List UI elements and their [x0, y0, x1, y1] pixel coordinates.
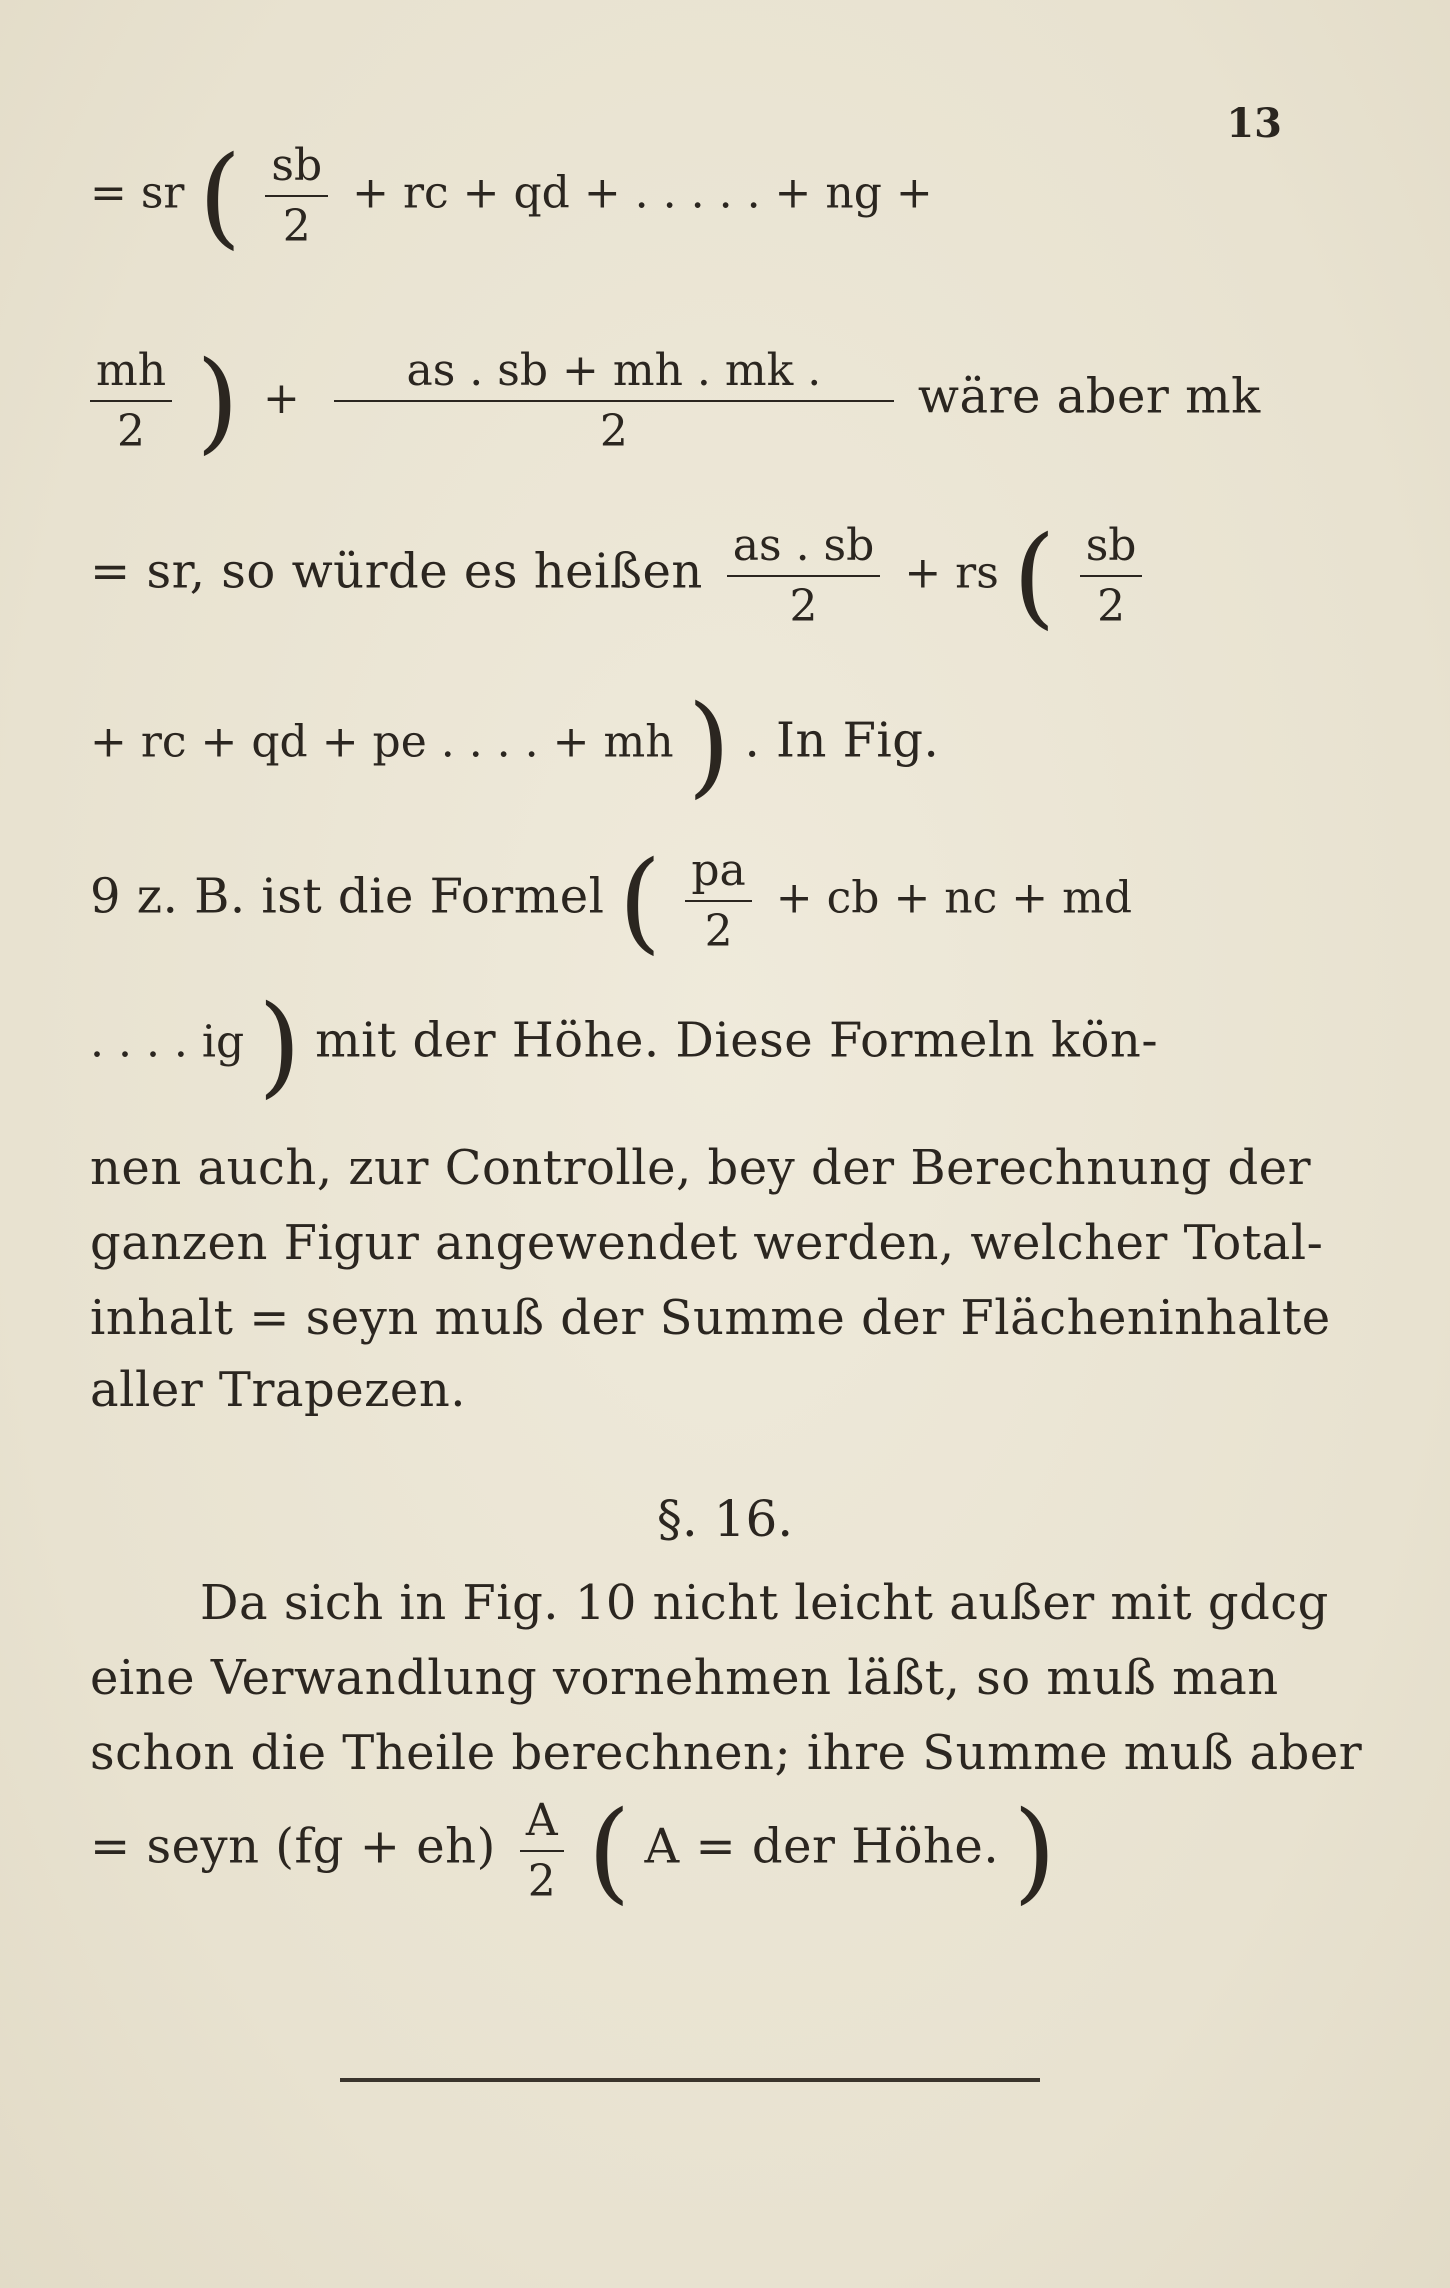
- close-paren: ): [196, 337, 239, 465]
- text-line: schon die Theile berechnen; ihre Summe muß aber: [90, 1725, 1363, 1781]
- fraction-bar: [520, 1850, 564, 1852]
- open-paren: (: [1012, 512, 1056, 640]
- fraction-bar: [727, 575, 881, 577]
- fraction-bar: [1080, 575, 1143, 577]
- fraction: [334, 345, 894, 457]
- page-number: 13: [1226, 100, 1282, 147]
- numerator: mh: [96, 345, 167, 396]
- fraction: [265, 140, 328, 252]
- text-line: ganzen Figur angewendet werden, welcher Total-: [90, 1215, 1324, 1271]
- text-line: eine Verwandlung vornehmen läßt, so muß man: [90, 1650, 1279, 1706]
- fraction: [520, 1795, 564, 1907]
- formula-tail: wäre aber mk: [917, 368, 1261, 425]
- paren-text: A = der Höhe.: [644, 1818, 1000, 1875]
- formula-prefix: = sr: [90, 167, 185, 219]
- denominator: 2: [527, 1856, 556, 1907]
- denominator: 2: [282, 201, 311, 252]
- formula-mid: + rs: [904, 547, 999, 599]
- fraction-bar: [685, 900, 751, 902]
- fraction: [685, 845, 751, 957]
- text-line: inhalt = seyn muß der Summe der Flächeninhalte: [90, 1290, 1331, 1346]
- numerator: sb: [271, 140, 323, 191]
- formula-line-4: [90, 681, 940, 809]
- numerator: A: [525, 1795, 558, 1846]
- fraction-bar: [90, 400, 172, 402]
- open-paren: (: [198, 132, 242, 260]
- fraction: [727, 520, 881, 632]
- fraction: [1080, 520, 1143, 632]
- text-line: Da sich in Fig. 10 nicht leicht außer mit gdcg: [200, 1575, 1329, 1631]
- formula-text: 9 z. B. ist die Formel: [90, 868, 605, 925]
- formula-terms: + rc + qd + pe . . . . + mh: [90, 716, 674, 768]
- formula-line-6: [90, 981, 1159, 1109]
- denominator: 2: [704, 906, 733, 957]
- open-paren: (: [618, 837, 662, 965]
- numerator: as . sb + mh . mk .: [406, 345, 822, 396]
- numerator: sb: [1085, 520, 1137, 571]
- denominator: 2: [789, 581, 818, 632]
- text-line: nen auch, zur Controlle, bey der Berechnung der: [90, 1140, 1312, 1196]
- formula-text: mit der Höhe. Diese Formeln kön-: [315, 1012, 1159, 1069]
- formula-terms: + cb + nc + md: [775, 872, 1133, 924]
- formula-prefix: = seyn (fg + eh): [90, 1818, 496, 1875]
- close-paren: ): [258, 981, 302, 1109]
- numerator: pa: [691, 845, 746, 896]
- formula-line-1: [90, 132, 933, 260]
- fraction-bar: [265, 195, 328, 197]
- close-paren: ): [687, 681, 731, 809]
- denominator: 2: [599, 406, 628, 457]
- formula-line-2: [90, 337, 1261, 465]
- denominator: 2: [117, 406, 146, 457]
- formula-line-last: [90, 1787, 1057, 1915]
- formula-terms: + rc + qd + . . . . . + ng +: [352, 167, 933, 219]
- formula-dots: . . . . ig: [90, 1016, 245, 1068]
- fraction: [90, 345, 172, 457]
- plus-sign: +: [262, 372, 300, 424]
- close-paren: ): [1013, 1787, 1057, 1915]
- numerator: as . sb: [732, 520, 875, 571]
- formula-tail: . In Fig.: [744, 712, 940, 769]
- fraction-bar: [334, 400, 894, 402]
- text-line: aller Trapezen.: [90, 1362, 467, 1418]
- divider-rule: [340, 2078, 1040, 2082]
- formula-line-3: [90, 512, 1152, 640]
- open-paren: (: [587, 1787, 631, 1915]
- formula-line-5: [90, 837, 1133, 965]
- formula-text: = sr, so würde es heißen: [90, 543, 703, 600]
- section-heading: §. 16.: [656, 1490, 794, 1548]
- denominator: 2: [1097, 581, 1126, 632]
